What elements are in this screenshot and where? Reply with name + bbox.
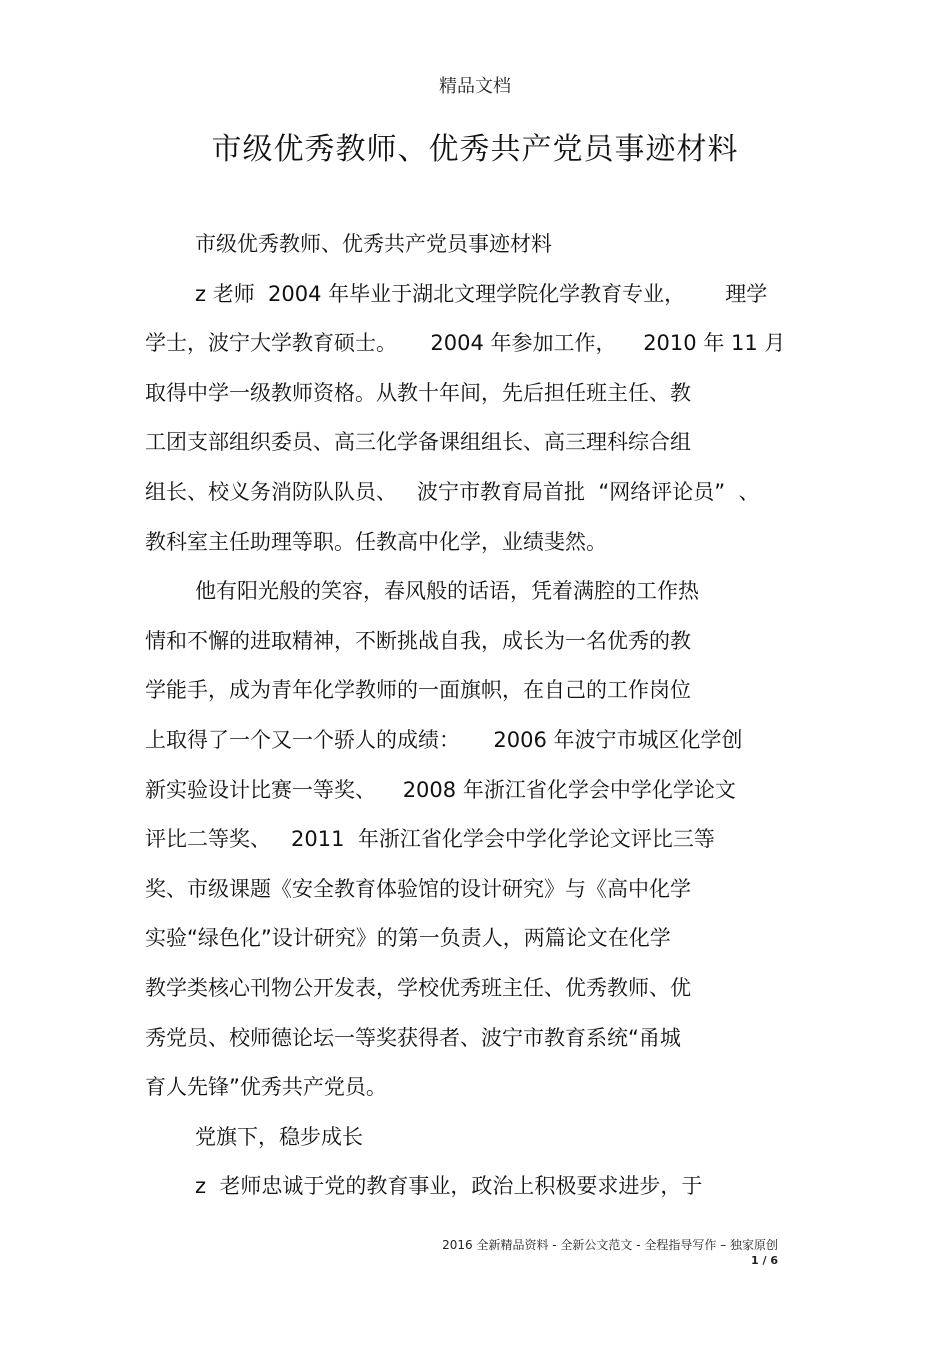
body-line: 新实验设计比赛一等奖、 2008 年浙江省化学会中学化学论文 bbox=[145, 777, 736, 802]
body-line: 奖、市级课题《安全教育体验馆的设计研究》与《高中化学 bbox=[145, 876, 691, 901]
page-header: 精品文档 bbox=[439, 76, 511, 97]
body-line: 取得中学一级教师资格。从教十年间，先后担任班主任、教 bbox=[145, 380, 691, 405]
body-line: 工团支部组织委员、高三化学备课组组长、高三理科综合组 bbox=[145, 430, 691, 455]
body-line: 教科室主任助理等职。任教高中化学，业绩斐然。 bbox=[145, 529, 607, 554]
body-line: 上取得了一个又一个骄人的成绩： 2006 年波宁市城区化学创 bbox=[145, 727, 743, 752]
body-line: 实验“绿色化”设计研究》的第一负责人，两篇论文在化学 bbox=[145, 926, 671, 951]
body-line: 情和不懈的进取精神，不断挑战自我，成长为一名优秀的教 bbox=[145, 628, 691, 653]
body-line: 组长、校义务消防队队员、 波宁市教育局首批 “网络评论员” 、 bbox=[145, 479, 760, 504]
body-line: 他有阳光般的笑容，春风般的话语，凭着满腔的工作热 bbox=[195, 579, 699, 604]
document-body bbox=[145, 220, 805, 1212]
body-line: 育人先锋”优秀共产党员。 bbox=[145, 1075, 387, 1100]
document-title: 市级优秀教师、优秀共产党员事迹材料 bbox=[211, 132, 739, 167]
page-footer: 2016 全新精品资料 - 全新公文范文 - 全程指导写作 – 独家原创 bbox=[442, 1238, 778, 1252]
body-line: z 老师忠诚于党的教育事业，政治上积极要求进步，于 bbox=[195, 1174, 703, 1199]
body-line: 市级优秀教师、优秀共产党员事迹材料 bbox=[195, 232, 552, 256]
body-line: 党旗下，稳步成长 bbox=[195, 1124, 363, 1149]
body-line: 学士，波宁大学教育硕士。 2004 年参加工作， 2010 年 11 月 bbox=[145, 331, 786, 356]
body-line: 评比二等奖、 2011 年浙江省化学会中学化学论文评比三等 bbox=[145, 827, 715, 852]
page-number: 1 / 6 bbox=[751, 1254, 778, 1267]
body-line: 教学类核心刊物公开发表，学校优秀班主任、优秀教师、优 bbox=[145, 975, 691, 1000]
body-line: 秀党员、校师德论坛一等奖获得者、波宁市教育系统“甬城 bbox=[145, 1025, 681, 1050]
body-line: z 老师 2004 年毕业于湖北文理学院化学教育专业， 理学 bbox=[195, 281, 768, 306]
body-line: 学能手，成为青年化学教师的一面旗帜，在自己的工作岗位 bbox=[145, 678, 691, 703]
